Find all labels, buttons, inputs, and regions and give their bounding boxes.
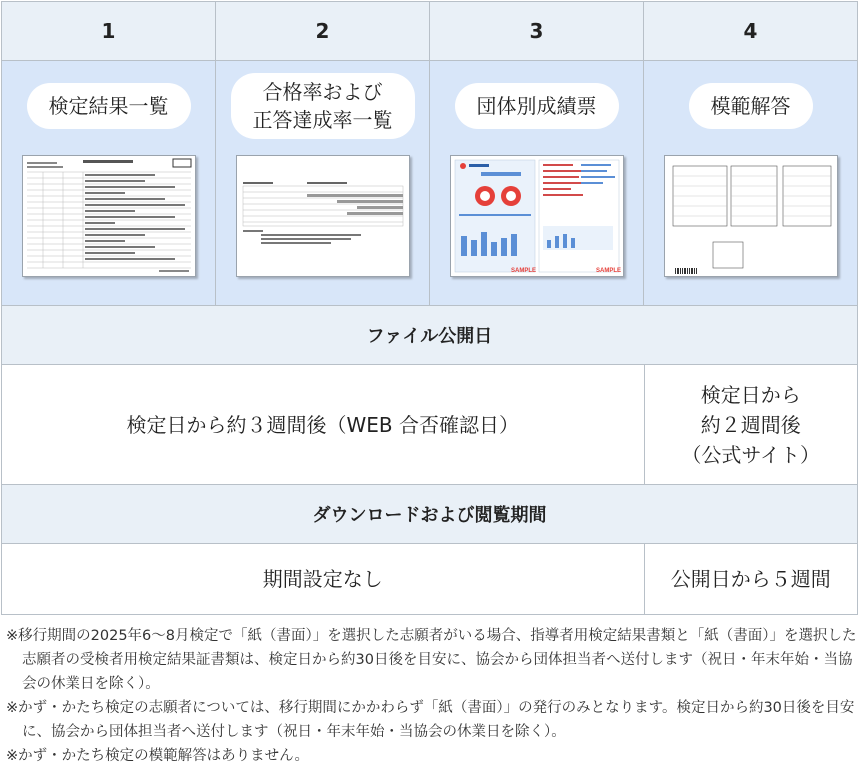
column-header-2: 2 — [215, 1, 430, 61]
download-period-heading-row — [2, 485, 858, 544]
download-period-value-cols-1-3: 期間設定なし — [1, 543, 645, 615]
document-row — [2, 61, 858, 306]
document-table — [2, 2, 858, 615]
doc-cell-model-answers — [643, 60, 858, 306]
doc-cell-pass-rate — [215, 60, 430, 306]
download-period-values-row — [2, 544, 858, 615]
footnote: ※かず・かたち検定の模範解答はありません。 — [6, 748, 310, 764]
doc-cell-results-list — [1, 60, 216, 306]
svg-text:SAMPLE: SAMPLE — [596, 268, 622, 274]
doc-cell-group-report — [429, 60, 644, 306]
file-release-value-col-4: 検定日から 約２週間後 （公式サイト） — [644, 364, 859, 485]
file-release-value-cols-1-3: 検定日から約３週間後（WEB 合否確認日） — [1, 364, 645, 485]
download-period-heading: ダウンロードおよび閲覧期間 — [1, 484, 858, 544]
column-header-4: 4 — [643, 1, 858, 61]
file-release-heading-row — [2, 306, 858, 365]
download-period-value-col-4: 公開日から５週間 — [644, 543, 859, 615]
pass-rate-thumbnail — [236, 155, 410, 277]
file-release-values-row — [2, 365, 858, 485]
footnotes — [6, 624, 858, 768]
column-header-1: 1 — [1, 1, 216, 61]
model-answers-thumbnail — [664, 155, 838, 277]
doc-label-pass-rate: 合格率および 正答達成率一覧 — [231, 73, 415, 139]
footnote: ※かず・かたち検定の志願者については、移行期間にかかわらず「紙（書面）」の発行のみとなります。検定日から約30日後を目安に、協会から団体担当者へ送付します（祝日・年末年始・当協会の休業日を除く）。 — [6, 700, 855, 740]
svg-text:SAMPLE: SAMPLE — [511, 268, 537, 274]
doc-label-group-report: 団体別成績票 — [455, 83, 619, 129]
doc-label-results-list: 検定結果一覧 — [27, 83, 191, 129]
file-release-heading: ファイル公開日 — [1, 305, 858, 365]
results-list-thumbnail — [22, 155, 196, 277]
doc-label-model-answers: 模範解答 — [689, 83, 813, 129]
group-report-thumbnail — [450, 155, 624, 277]
footnote: ※移行期間の2025年6～8月検定で「紙（書面）」を選択した志願者がいる場合、指導者用検定結果書類と「紙（書面）」を選択した志願者の受検者用検定結果証書類は、検定日から約30日後を目安に、協会から団体担当者へ送付します（祝日・年末年始・当協会の休業日を除く）。 — [6, 628, 857, 692]
column-header-3: 3 — [429, 1, 644, 61]
column-header-row — [2, 2, 858, 61]
